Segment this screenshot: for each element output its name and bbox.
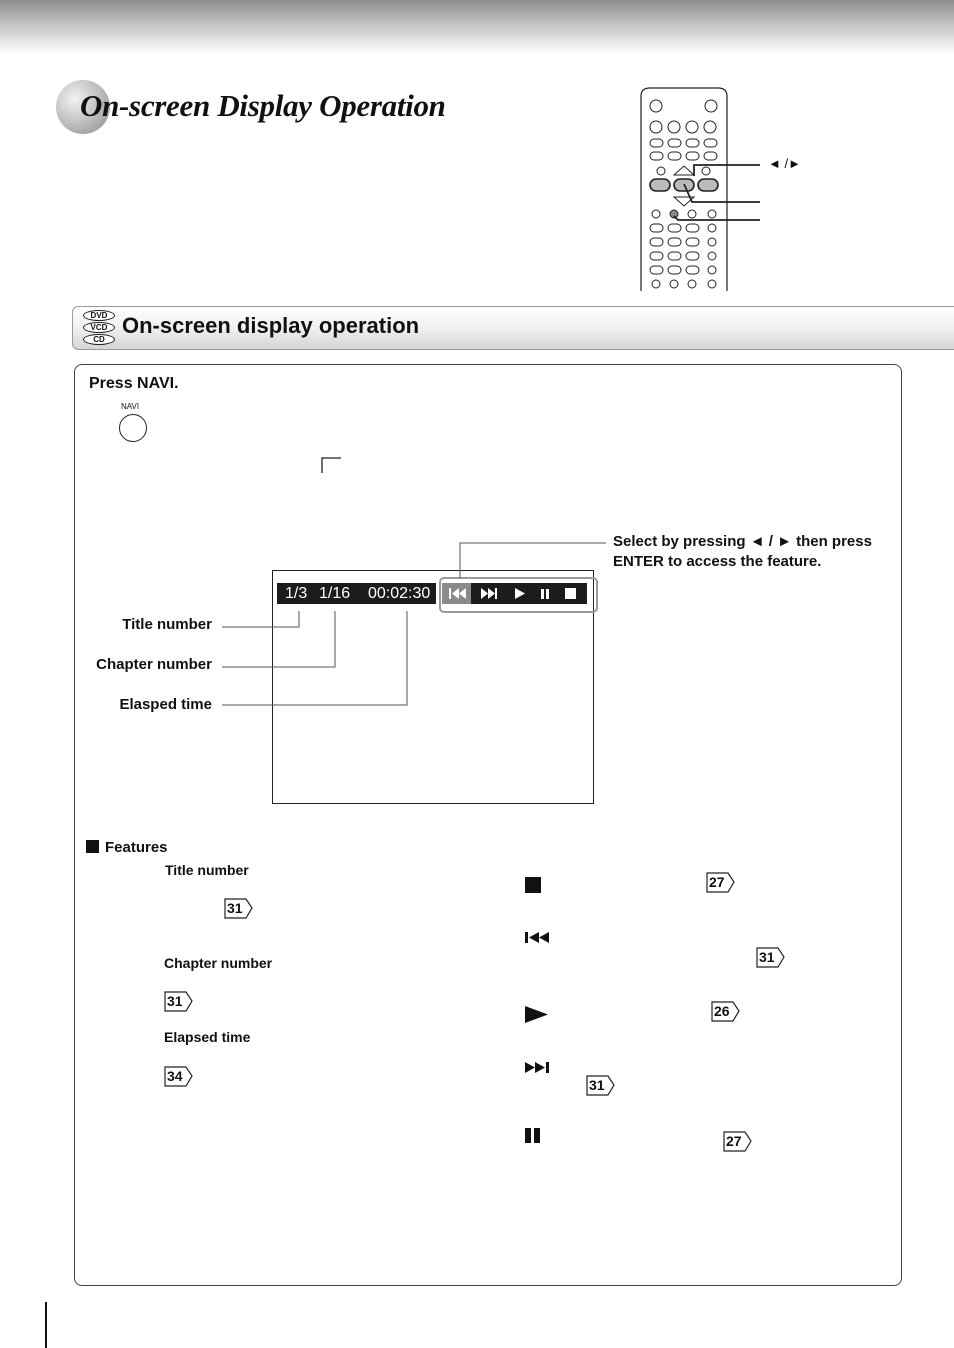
feature-label-chapter: Chapter number bbox=[164, 955, 273, 971]
callout-chapter-number: Chapter number bbox=[96, 656, 212, 673]
select-note-line2: ENTER to access the feature. bbox=[613, 553, 822, 570]
callout-leader-lines bbox=[220, 540, 610, 710]
content-panel bbox=[74, 364, 902, 1286]
top-gradient-band bbox=[0, 0, 954, 54]
page-ref-tag-icon bbox=[321, 457, 341, 473]
osd-elapsed-time: 00:02:30 bbox=[368, 585, 431, 602]
callout-title-number: Title number bbox=[122, 616, 212, 633]
osd-chapter-number: 1/16 bbox=[319, 585, 351, 602]
select-instruction-note bbox=[613, 532, 872, 572]
osd-title-number: 1/3 bbox=[285, 585, 308, 602]
feature-label-elapsed: Elapsed time bbox=[164, 1029, 251, 1045]
stop-icon bbox=[524, 876, 542, 894]
navi-button-label: NAVI bbox=[121, 402, 140, 411]
navi-button-icon bbox=[119, 414, 147, 442]
pause-icon bbox=[524, 1127, 544, 1145]
remote-control-illustration bbox=[636, 86, 806, 292]
section-title: On-screen display operation bbox=[122, 313, 420, 338]
page-margin-rule bbox=[45, 1302, 47, 1348]
dvd-badge: DVD bbox=[83, 310, 115, 321]
features-heading: Features bbox=[86, 839, 168, 856]
play-icon bbox=[524, 1005, 550, 1025]
skip-forward-icon bbox=[524, 1061, 558, 1075]
section-header bbox=[72, 306, 954, 350]
select-note-line1: Select by pressing ◄ / ► then press bbox=[613, 533, 872, 550]
vcd-badge: VCD bbox=[83, 322, 115, 333]
remote-arrow-callout: ◄ /► bbox=[768, 156, 801, 171]
cd-badge: CD bbox=[83, 334, 115, 345]
skip-back-icon bbox=[524, 931, 558, 945]
callout-elapsed-time: Elasped time bbox=[119, 696, 212, 713]
square-bullet-icon bbox=[86, 840, 99, 853]
page-title: On-screen Display Operation bbox=[80, 88, 446, 123]
feature-label-title: Title number bbox=[165, 862, 249, 878]
step-instruction: Press NAVI. bbox=[89, 375, 179, 392]
